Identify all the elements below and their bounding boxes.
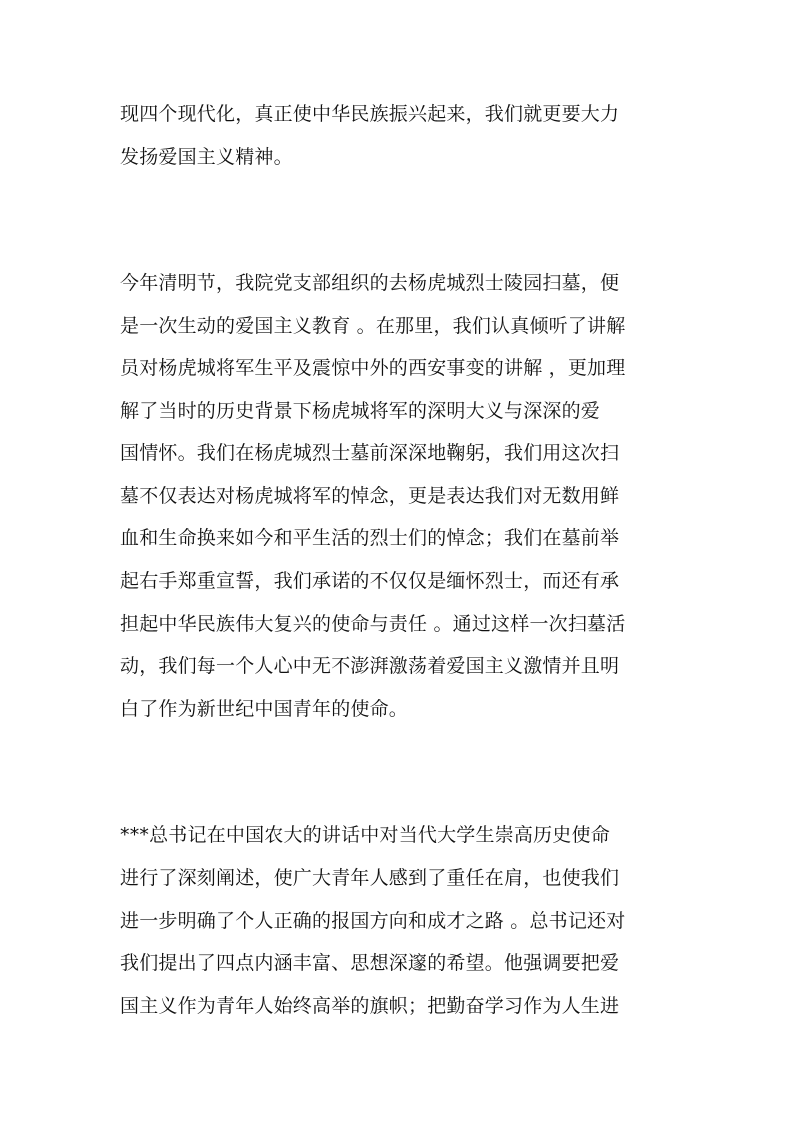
- paragraph-2-line-8: 起右手郑重宣誓，我们承诺的不仅仅是缅怀烈士，而还有承: [120, 570, 620, 592]
- paragraph-3-line-5: 国主义作为青年人始终高举的旗帜；把勤奋学习作为人生进: [120, 995, 620, 1017]
- paragraph-2-line-7: 血和生命换来如今和平生活的烈士们的悼念；我们在墓前举: [120, 527, 620, 549]
- paragraph-2-line-6: 墓不仅表达对杨虎城将军的悼念，更是表达我们对无数用鲜: [120, 485, 620, 507]
- paragraph-2-line-1: 今年清明节，我院党支部组织的去杨虎城烈士陵园扫墓，便: [120, 272, 620, 294]
- paragraph-2-line-3: 员对杨虎城将军生平及震惊中外的西安事变的讲解 ，更加理: [120, 357, 626, 379]
- paragraph-2-line-4: 解了当时的历史背景下杨虎城将军的深明大义与深深的爱: [120, 400, 601, 422]
- paragraph-2-line-5: 国情怀。我们在杨虎城烈士墓前深深地鞠躬，我们用这次扫: [120, 442, 620, 464]
- paragraph-3-line-1: ***总书记在中国农大的讲话中对当代大学生崇高历史使命: [120, 824, 610, 846]
- paragraph-2-line-9: 担起中华民族伟大复兴的使命与责任 。通过这样一次扫墓活: [120, 613, 626, 635]
- paragraph-2-line-2: 是一次生动的爱国主义教育 。在那里，我们认真倾听了讲解: [120, 315, 626, 337]
- paragraph-3-line-3: 进一步明确了个人正确的报国方向和成才之路 。总书记还对: [120, 910, 626, 932]
- paragraph-1-line-2: 发扬爱国主义精神。: [120, 146, 293, 168]
- paragraph-3-line-2: 进行了深刻阐述，使广大青年人感到了重任在肩，也使我们: [120, 867, 620, 889]
- paragraph-3-line-4: 我们提出了四点内涵丰富、思想深邃的希望。他强调要把爱: [120, 952, 620, 974]
- paragraph-1-line-1: 现四个现代化，真正使中华民族振兴起来，我们就更要大力: [120, 103, 620, 125]
- paragraph-2-line-11: 白了作为新世纪中国青年的使命。: [120, 698, 409, 720]
- paragraph-2-line-10: 动，我们每一个人心中无不澎湃激荡着爱国主义激情并且明: [120, 655, 620, 677]
